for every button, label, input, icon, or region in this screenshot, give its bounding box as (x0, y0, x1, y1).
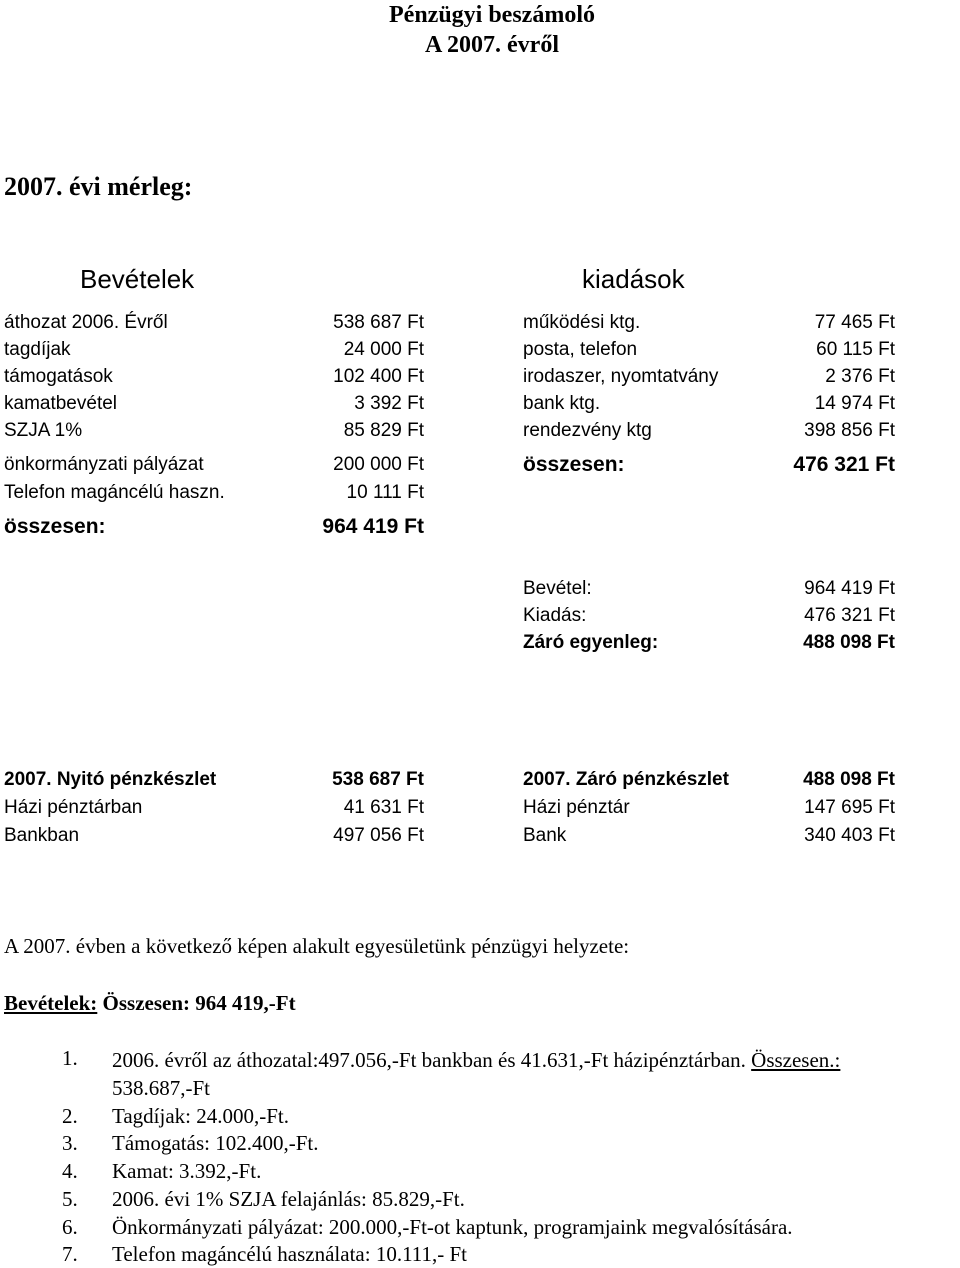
closing-cash-detail-row (523, 825, 895, 847)
closing-cash-label: 2007. Záró pénzkészlet (523, 769, 729, 790)
opening-cash-amount: 538 687 Ft (332, 769, 424, 790)
income-row (4, 482, 424, 504)
opening-cash-detail-row (4, 825, 424, 847)
income-amount: 24 000 Ft (343, 339, 424, 360)
income-amount: 200 000 Ft (333, 454, 424, 475)
expense-row (523, 339, 895, 361)
summary-income-label: Bevétel: (523, 578, 592, 599)
expense-total-amount: 476 321 Ft (793, 453, 895, 476)
income-label: tagdíjak (4, 339, 71, 360)
summary-income-amount: 964 419 Ft (804, 578, 895, 599)
list-item-text: 2006. évről az áthozatal:497.056,-Ft bankban és 41.631,-Ft házipénztárban. (112, 1048, 752, 1072)
income-amount: 102 400 Ft (333, 366, 424, 387)
list-item: 2006. évi 1% SZJA felajánlás: 85.829,-Ft. (112, 1187, 465, 1211)
list-item-total-value: 538.687,-Ft (112, 1076, 211, 1100)
narrative-income-total: Összesen: 964 419,-Ft (97, 991, 296, 1015)
closing-cash-detail-amount: 147 695 Ft (804, 797, 895, 818)
list-number: 3. (62, 1131, 78, 1155)
title-line-2: A 2007. évről (425, 32, 559, 58)
summary-expense-amount: 476 321 Ft (804, 605, 895, 626)
summary-expense-row (523, 605, 895, 627)
income-row (4, 339, 424, 361)
closing-cash-amount: 488 098 Ft (803, 769, 895, 790)
list-number: 4. (62, 1159, 78, 1183)
narrative-intro: A 2007. évben a következő képen alakult egyesületünk pénzügyi helyzete: (4, 934, 630, 958)
income-label: áthozat 2006. Évről (4, 312, 168, 333)
expense-label: bank ktg. (523, 393, 601, 414)
opening-cash-row (4, 769, 424, 791)
income-label: SZJA 1% (4, 420, 83, 441)
income-row (4, 393, 424, 415)
opening-cash-label: 2007. Nyitó pénzkészlet (4, 769, 217, 790)
closing-cash-detail-label: Házi pénztár (523, 797, 630, 818)
narrative-income-heading (4, 991, 296, 1016)
summary-income-row (523, 578, 895, 600)
summary-closing-amount: 488 098 Ft (803, 632, 895, 653)
income-amount: 85 829 Ft (343, 420, 424, 441)
income-total-amount: 964 419 Ft (322, 515, 424, 538)
expense-amount: 60 115 Ft (816, 339, 895, 360)
list-item: Tagdíjak: 24.000,-Ft. (112, 1104, 290, 1128)
opening-cash-detail-label: Bankban (4, 825, 80, 846)
closing-cash-detail-label: Bank (523, 825, 567, 846)
narrative-income-label: Bevételek: (4, 991, 98, 1015)
list-number: 2. (62, 1104, 78, 1128)
income-label: támogatások (4, 366, 113, 387)
expense-row (523, 393, 895, 415)
expense-total-row (523, 452, 895, 478)
income-heading: Bevételek (80, 264, 195, 294)
expense-amount: 398 856 Ft (804, 420, 895, 441)
income-row (4, 420, 424, 442)
list-number: 5. (62, 1187, 78, 1211)
list-item (112, 1046, 840, 1102)
expense-label: rendezvény ktg (523, 420, 652, 441)
summary-expense-label: Kiadás: (523, 605, 587, 626)
expense-row (523, 366, 895, 388)
expense-total-label: összesen: (523, 453, 625, 476)
income-total-label: összesen: (4, 515, 106, 538)
opening-cash-detail-amount: 497 056 Ft (333, 825, 424, 846)
balance-heading: 2007. évi mérleg: (4, 172, 193, 201)
list-item: Telefon magáncélú használata: 10.111,- Ft (112, 1242, 468, 1266)
page-title (0, 0, 960, 60)
income-row (4, 312, 424, 334)
closing-cash-detail-row (523, 797, 895, 819)
income-total-row (4, 514, 424, 540)
income-row (4, 454, 424, 476)
expense-amount: 77 465 Ft (814, 312, 895, 333)
income-row (4, 366, 424, 388)
list-item: Támogatás: 102.400,-Ft. (112, 1131, 319, 1155)
expense-amount: 2 376 Ft (825, 366, 895, 387)
expense-amount: 14 974 Ft (814, 393, 895, 414)
list-item: Kamat: 3.392,-Ft. (112, 1159, 262, 1183)
opening-cash-detail-amount: 41 631 Ft (343, 797, 424, 818)
expense-row (523, 312, 895, 334)
income-amount: 3 392 Ft (354, 393, 424, 414)
list-item: Önkormányzati pályázat: 200.000,-Ft-ot kaptunk, programjaink megvalósítására. (112, 1215, 793, 1239)
list-number: 1. (62, 1046, 78, 1070)
list-number: 6. (62, 1215, 78, 1239)
summary-closing-label: Záró egyenleg: (523, 632, 659, 653)
expense-row (523, 420, 895, 442)
title-line-1: Pénzügyi beszámoló (389, 2, 595, 28)
expense-label: működési ktg. (523, 312, 641, 333)
income-label: kamatbevétel (4, 393, 118, 414)
opening-cash-detail-label: Házi pénztárban (4, 797, 143, 818)
opening-cash-detail-row (4, 797, 424, 819)
income-label: Telefon magáncélú haszn. (4, 482, 225, 503)
list-number: 7. (62, 1242, 78, 1266)
summary-closing-row (523, 632, 895, 654)
income-amount: 10 111 Ft (346, 482, 424, 503)
list-item-total-label: Összesen.: (751, 1048, 841, 1072)
expense-label: posta, telefon (523, 339, 638, 360)
income-amount: 538 687 Ft (333, 312, 424, 333)
expenses-heading: kiadások (582, 264, 685, 294)
closing-cash-row (523, 769, 895, 791)
expense-label: irodaszer, nyomtatvány (523, 366, 719, 387)
income-label: önkormányzati pályázat (4, 454, 204, 475)
closing-cash-detail-amount: 340 403 Ft (804, 825, 895, 846)
